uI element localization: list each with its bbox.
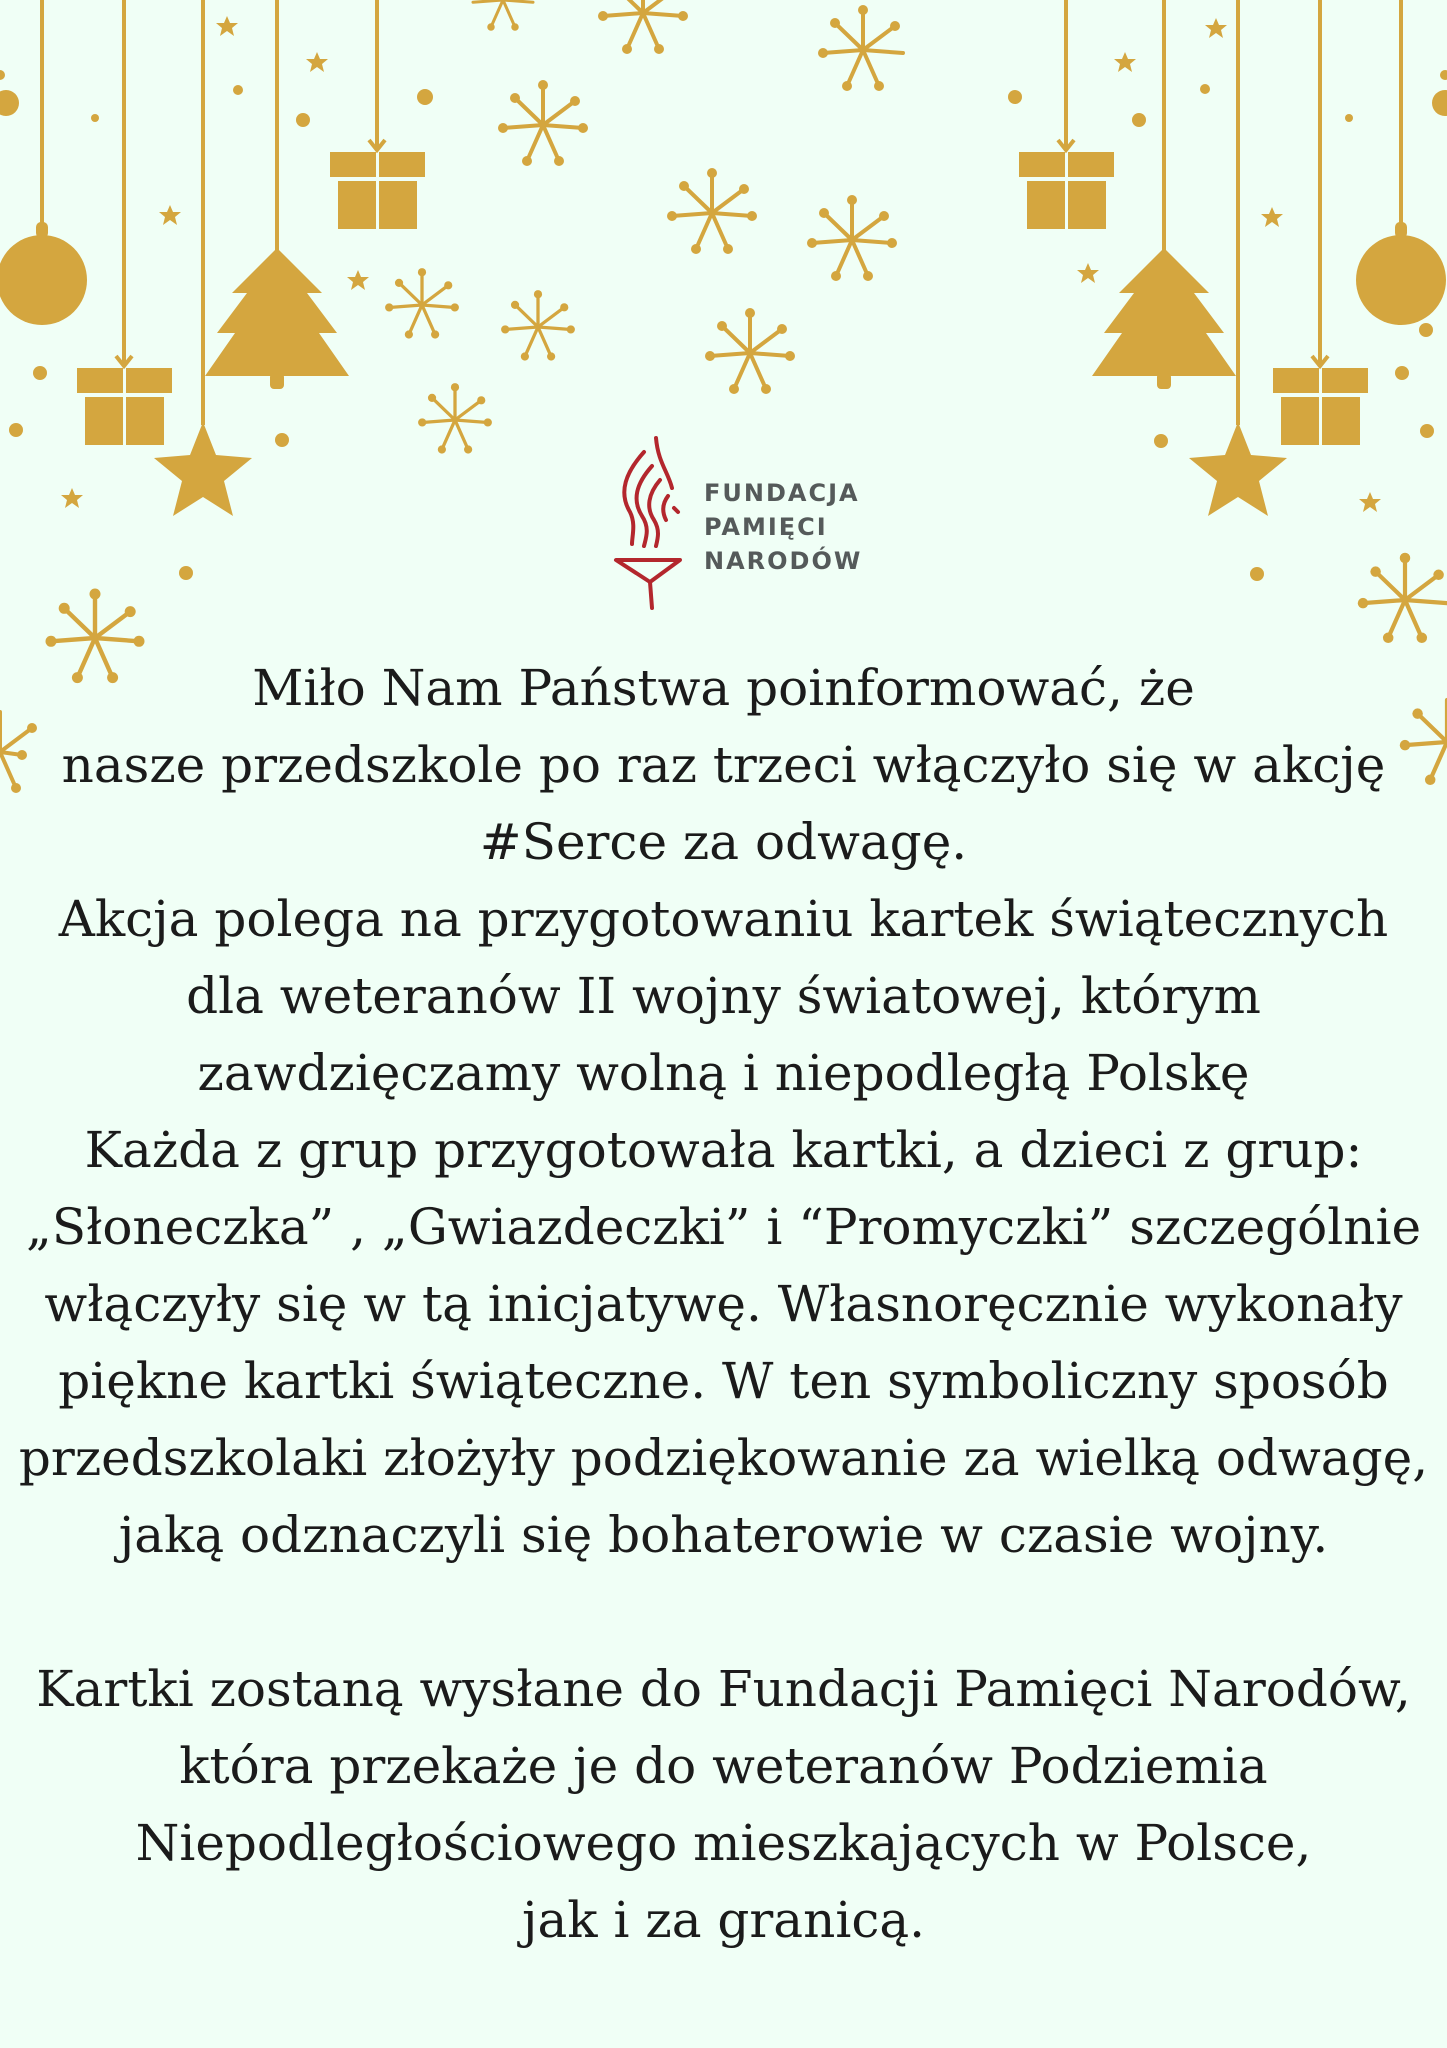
text-line: Każda z grup przygotowała kartki, a dzieci z grup:: [84, 1121, 1363, 1179]
snowflake-icon: [667, 168, 757, 254]
text-line: Kartki zostaną wysłane do Fundacji Pamięci Narodów,: [36, 1660, 1411, 1718]
text-line: która przekaże je do weteranów Podziemia: [179, 1737, 1268, 1795]
gift-ornament-icon: [77, 368, 172, 445]
paragraph-gap: [0, 1574, 1447, 1651]
snowflake-icon: [418, 383, 492, 454]
tree-ornament-icon: [1092, 248, 1236, 389]
ball-ornament-icon: [1356, 222, 1446, 325]
text-line: piękne kartki świąteczne. W ten symboliczny sposób: [58, 1352, 1389, 1410]
tree-ornament-icon: [205, 248, 349, 389]
text-line: nasze przedszkole po raz trzeci włączyło się w akcję: [61, 736, 1386, 794]
text-line: „Słoneczka” , „Gwiazdeczki” i “Promyczki” szczególnie: [25, 1198, 1422, 1256]
snowflake-icon: [385, 268, 459, 339]
snowflake-icon: [598, 0, 688, 54]
text-line: Miło Nam Państwa poinformować, że: [252, 659, 1195, 717]
flame-torch-icon: [606, 432, 686, 612]
star-ornament-icon: [154, 422, 252, 516]
text-line: przedszkolaki złożyły podziękowanie za wielką odwagę,: [18, 1429, 1429, 1487]
logo-wordmark: [704, 476, 862, 578]
gift-ornament-icon: [330, 152, 425, 229]
announcement-text: [0, 650, 1447, 1959]
text-line: włączyły się w tą inicjatywę. Własnoręcznie wykonały: [44, 1275, 1403, 1333]
star-ornament-icon: [1189, 422, 1287, 516]
gift-ornament-icon: [1019, 152, 1114, 229]
logo-line: FUNDACJA: [704, 479, 860, 507]
text-line: zawdzięczamy wolną i niepodległą Polskę: [197, 1044, 1250, 1102]
text-line: Niepodległościowego mieszkających w Polsce,: [135, 1814, 1312, 1872]
text-line: jaką odznaczyli się bohaterowie w czasie wojny.: [118, 1506, 1329, 1564]
snowflake-icon: [818, 5, 903, 91]
snowflake-icon: [473, 0, 533, 31]
ball-ornament-icon: [0, 222, 87, 325]
gift-ornament-icon: [1273, 368, 1368, 445]
logo-line: NARODÓW: [704, 547, 863, 575]
logo-line: PAMIĘCI: [704, 513, 828, 541]
fundacja-pamieci-narodow-logo: [606, 432, 866, 612]
snowflake-icon: [807, 195, 897, 281]
text-line: dla weteranów II wojny światowej, którym: [186, 967, 1261, 1025]
text-line: jak i za granicą.: [521, 1891, 926, 1949]
snowflake-icon: [705, 308, 795, 394]
snowflake-icon: [1358, 553, 1447, 643]
hashtag-line: #Serce za odwagę.: [479, 813, 968, 871]
snowflake-icon: [501, 290, 575, 361]
text-line: Akcja polega na przygotowaniu kartek świątecznych: [58, 890, 1389, 948]
snowflake-icon: [498, 80, 588, 166]
